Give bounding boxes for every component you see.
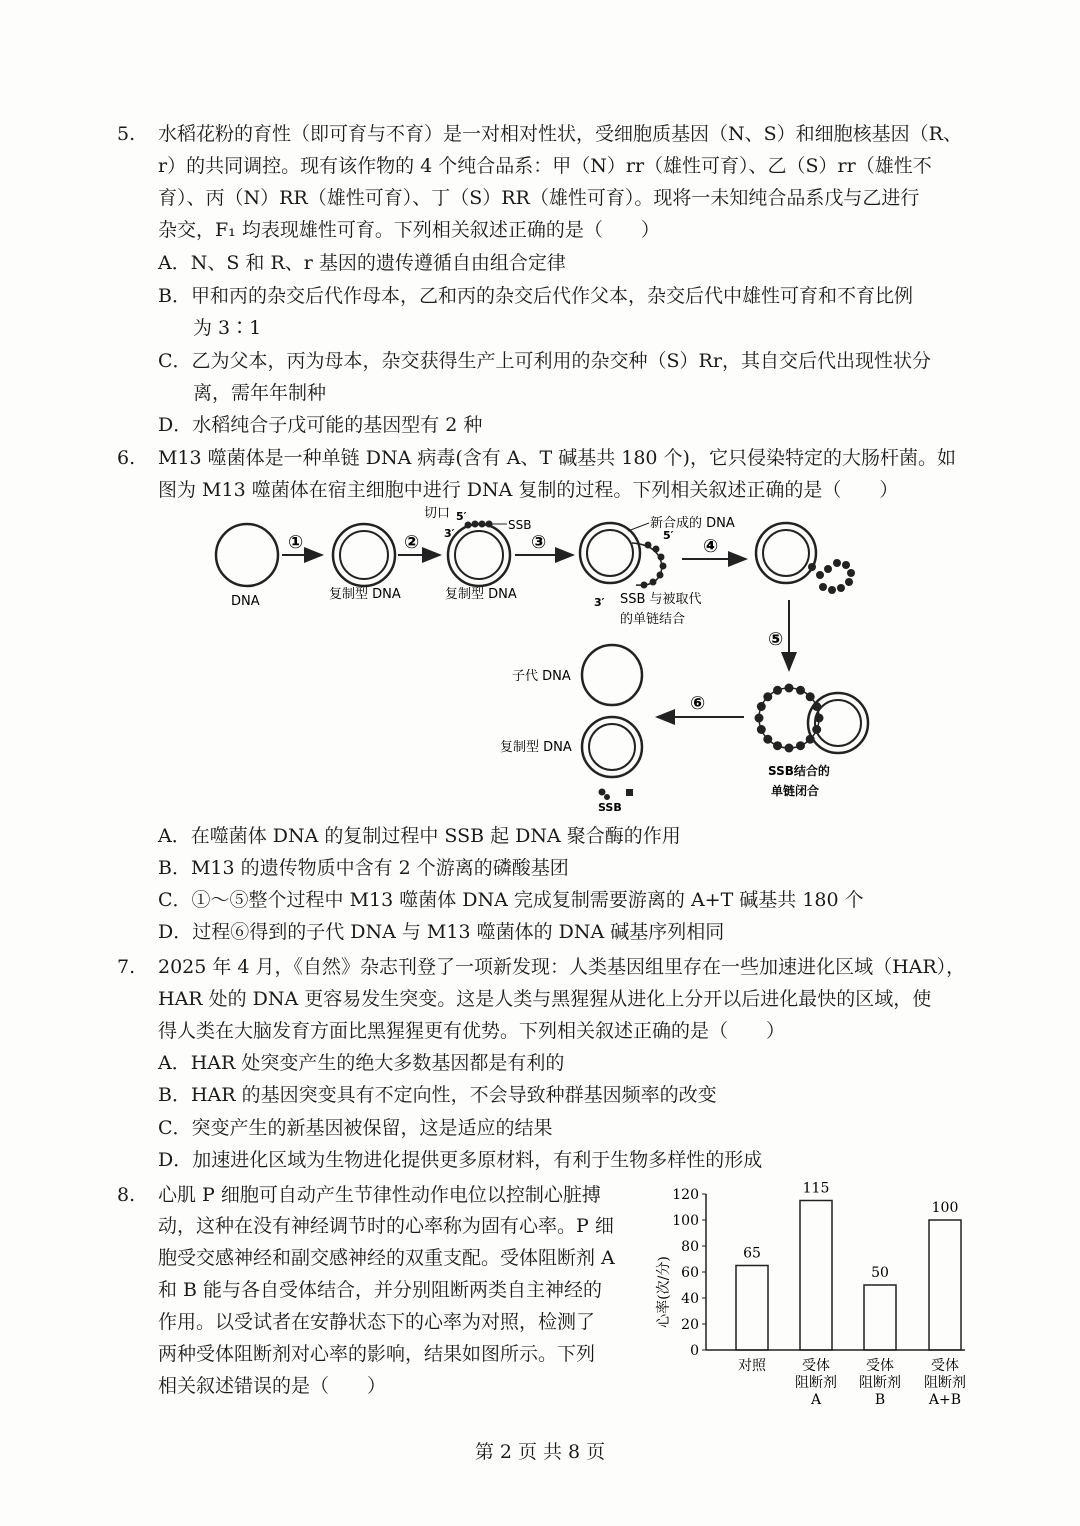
q7-option-c: C．突变产生的新基因被保留，这是适应的结果 [158,1117,553,1139]
ssb-ring-bead [757,702,766,711]
q5-option-b: B．甲和丙的杂交后代作母本，乙和丙的杂交后代作父本，杂交后代中雄性可育和不育比例 [158,285,913,307]
rf-dna-outer-4 [756,523,816,583]
heart-rate-bar-chart [650,1180,970,1430]
chart-y-tick-label: 60 [681,1265,699,1281]
rf-dna-inner-1 [340,531,388,579]
q5-number: 5. [117,123,136,145]
label-ssb-bind: SSB 与被取代 [620,592,702,607]
ssb-ring-bead [763,692,772,701]
chart-category-label: 对照 [738,1358,766,1374]
q5-line-3: 育）、丙（N）RR（雄性可育）、丁（S）RR（雄性可育）。现将一未知纯合品系戊与乙进行 [158,187,920,209]
step-3-label: ③ [531,532,547,553]
rf-dna-outer-3 [580,523,640,583]
q7-option-d: D．加速进化区域为生物进化提供更多原材料，有利于生物多样性的形成 [158,1149,763,1171]
label-ssb-close-2: 单链闭合 [771,784,820,798]
step-6-label: ⑥ [690,693,706,714]
label-child-dna: 子代 DNA [512,669,571,684]
q6-option-d: D．过程⑥得到的子代 DNA 与 M13 噬菌体的 DNA 碱基序列相同 [158,921,725,943]
q7-option-a: A．HAR 处突变产生的绝大多数基因都是有利的 [158,1052,565,1074]
q5-line-1: 水稻花粉的育性（即可育与不育）是一对相对性状，受细胞质基因（N、S）和细胞核基因（R、 [158,123,962,145]
q7-option-b: B．HAR 的基因突变具有不定向性，不会导致种群基因频率的改变 [158,1084,717,1106]
ssb-ring-bead [773,686,782,695]
rf-dna-outer-1 [333,524,395,586]
label-rf-dna-1: 复制型 DNA [329,587,401,602]
q5-line-2: r）的共同调控。现有该作物的 4 个纯合品系：甲（N）rr（雄性可育）、乙（S）rr（雄性不 [158,155,932,177]
m13-replication-diagram [0,505,1080,815]
label-rf-dna-2: 复制型 DNA [445,587,517,602]
label-ssb-close: SSB结合的 [768,764,830,778]
ssb-ring-beads [755,684,824,753]
chart-bar [736,1266,768,1351]
chart-data-label: 115 [802,1180,830,1197]
q6-option-b: B．M13 的遗传物质中含有 2 个游离的磷酸基团 [158,857,569,879]
label-5prime-b: 5′ [663,529,674,542]
rf-dna-outer-5 [808,693,868,753]
chart-category-label: 阻断剂 [924,1375,966,1391]
child-dna-circle [582,645,642,705]
q8-line-6: 两种受体阻断剂对心率的影响，结果如图所示。下列 [158,1343,596,1365]
chart-category-label: 阻断剂 [795,1375,837,1391]
free-ssb-beads [599,789,634,801]
label-ssb-bind-2: 的单链结合 [620,612,686,627]
chart-bar [864,1285,896,1350]
step-4-label: ④ [703,536,719,557]
q6-option-c: C．①～⑤整个过程中 M13 噬菌体 DNA 完成复制需要游离的 A+T 碱基共 180 个 [158,889,864,911]
ssb-ring-bead [755,714,764,723]
chart-category-label: 阻断剂 [859,1375,901,1391]
q8-line-2: 动，这种在没有神经调节时的心率称为固有心率。P 细 [158,1215,614,1237]
q5-option-b-cont: 为 3∶1 [193,317,262,339]
chart-category-label: 受体 [931,1358,959,1374]
chart-data-label: 50 [871,1265,889,1281]
rf-dna-inner-6 [589,724,635,770]
q8-line-5: 作用。以受试者在安静状态下的心率为对照，检测了 [158,1311,596,1333]
chart-category-label: A+B [928,1392,962,1408]
label-dna: DNA [231,594,260,609]
chart-category-label: A [810,1392,822,1408]
chart-y-tick-label: 20 [681,1317,699,1333]
chart-bar [800,1201,832,1351]
q6-line-1: M13 噬菌体是一种单链 DNA 病毒(含有 A、T 碱基共 180 个)，它只侵染特定的大肠杆菌。如 [158,447,956,469]
q7-line-3: 得人类在大脑发育方面比黑猩猩更有优势。下列相关叙述正确的是（ ） [158,1020,786,1042]
q7-number: 7. [117,956,136,978]
q8-line-7: 相关叙述错误的是（ ） [158,1375,387,1397]
chart-bar [929,1220,961,1350]
step-5-label: ⑤ [768,629,784,650]
rf-dna-outer-6 [582,717,642,777]
q6-number: 6. [117,447,136,469]
ssb-ring-bead [796,741,805,750]
rf-dna-inner-4 [763,530,809,576]
q5-option-a: A．N、S 和 R、r 基因的遗传遵循自由组合定律 [158,252,566,274]
q5-option-c: C．乙为父本，丙为母本，杂交获得生产上可利用的杂交种（S）Rr，其自交后代出现性状分 [158,350,931,372]
chart-y-tick-label: 40 [681,1291,699,1307]
ssb-beads-b [641,542,667,589]
chart-y-tick-label: 0 [690,1343,699,1359]
ssb-ring-bead [785,684,794,693]
q6-option-a: A．在噬菌体 DNA 的复制过程中 SSB 起 DNA 聚合酶的作用 [158,825,681,847]
q5-option-c-cont: 离，需年年制种 [193,382,327,404]
chart-data-label: 65 [743,1245,761,1262]
rf-dna-inner-5 [815,700,861,746]
rf-dna-outer-2 [448,524,510,586]
q6-line-2: 图为 M13 噬菌体在宿主细胞中进行 DNA 复制的过程。下列相关叙述正确的是（ ） [158,479,899,501]
q8-line-1: 心肌 P 细胞可自动产生节律性动作电位以控制心脏搏 [158,1184,601,1206]
q5-line-4: 杂交，F₁ 均表现雄性可育。下列相关叙述正确的是（ ） [158,219,660,241]
q5-option-d: D．水稻纯合子戊可能的基因型有 2 种 [158,414,483,436]
label-new-dna: 新合成的 DNA [650,516,735,531]
chart-y-tick-label: 80 [681,1239,699,1255]
q7-line-1: 2025 年 4 月，《自然》杂志刊登了一项新发现：人类基因组里存在一些加速进化区域（HAR）， [158,956,966,978]
rf-dna-inner-2 [455,531,503,579]
label-3prime-a: 3′ [444,527,455,540]
label-rf-dna-3: 复制型 DNA [500,740,572,755]
new-dna-pointer [628,523,649,531]
rf-dna-inner-3 [587,530,633,576]
q8-line-4: 和 B 能与各自受体结合，并分别阻断两类自主神经的 [158,1279,603,1301]
chart-category-label: 受体 [802,1358,830,1374]
ss-dna-circle [216,524,278,586]
ssb-ring-bead [763,735,772,744]
chart-category-label: 受体 [866,1358,894,1374]
q8-line-3: 胞受交感神经和副交感神经的双重支配。受体阻断剂 A [158,1247,615,1269]
label-5prime-a: 5′ [456,510,467,523]
chart-y-tick-label: 120 [672,1187,699,1203]
ssb-ring-bead [796,686,805,695]
label-nick: 切口 [424,506,451,521]
label-ssb-free: SSB [598,801,622,814]
chart-y-tick-label: 100 [672,1213,699,1229]
ssb-ring-bead [757,725,766,734]
q8-number: 8. [117,1184,136,1206]
ssb-ring-bead [806,692,815,701]
ssb-ring-bead [785,744,794,753]
page-footer: 第 2 页 共 8 页 [474,1441,606,1463]
q7-line-2: HAR 处的 DNA 更容易发生突变。这是人类与黑猩猩从进化上分开以后进化最快的区域，使 [158,988,932,1010]
chart-category-label: B [874,1392,886,1408]
step-1-label: ① [288,532,304,553]
chart-data-label: 100 [931,1200,959,1216]
ssb-ring-bead [773,741,782,750]
chart-ylabel: 心率(次/分) [656,1256,672,1328]
label-3prime-b: 3′ [594,596,605,609]
step-2-label: ② [404,532,420,553]
label-ssb-a: SSB [508,518,532,532]
